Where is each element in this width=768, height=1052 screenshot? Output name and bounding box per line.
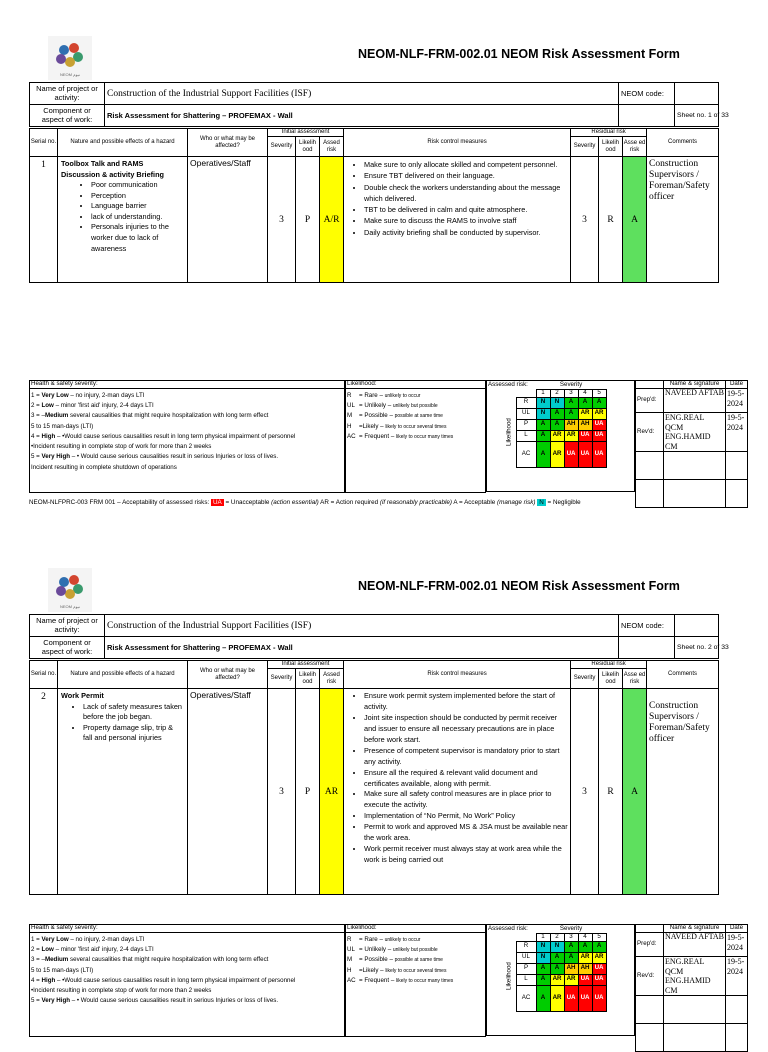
severity-legend-body [30, 933, 345, 1037]
matrix-cell: UA [564, 441, 578, 467]
component-value: Risk Assessment for Shattering – PROFEMAX - Wall [105, 637, 619, 659]
prepd-date: 19-5-2024 [726, 933, 748, 957]
severity-line: •Incident resulting in complete stop of work for more than 2 weeks [31, 987, 212, 995]
severity-line: 2 = Low – minor 'first aid' injury, 2-4 days LTI [31, 402, 154, 410]
controls-header: Risk control measures [344, 661, 571, 689]
hazard-cell [58, 157, 188, 283]
matrix-cell: AR [550, 974, 564, 985]
matrix-assessed-label: Assessed risk: [488, 380, 528, 388]
severity-line: 3 = –Medium several causalities that might require hospitalization with long term effect [31, 412, 269, 420]
legend-block [29, 380, 745, 492]
project-value: Construction of the Industrial Support Facilities (ISF) [105, 615, 619, 637]
matrix-row-label: AC [516, 985, 536, 1011]
severity-legend-title: Health & safety severity: [30, 925, 345, 933]
matrix-col-header: 1 [536, 933, 550, 941]
initial-assessment-header: Initial assessment [268, 129, 344, 137]
res-severity-value: 3 [571, 689, 599, 895]
matrix-severity-label: Severity [559, 380, 583, 388]
matrix-cell: AH [578, 419, 592, 430]
blank-cell [619, 105, 675, 127]
hazard-title: Work Permit [61, 691, 104, 700]
likelihood-line: H =Likely – likely to occur several times [347, 966, 447, 974]
control-item: • Work permit receiver must always stay at work area while the work is being carried out [364, 844, 568, 866]
matrix-col-header: 2 [550, 933, 564, 941]
neom-code-value [675, 83, 719, 105]
signature-table [635, 924, 748, 1052]
control-item: • Make sure all safety control measures are in place prior to execute the activity. [364, 789, 568, 811]
severity-header: Severity [268, 137, 296, 157]
hazard-item: • Perception [91, 191, 184, 202]
comments-value: Construction Supervisors / Foreman/Safety officer [647, 689, 719, 895]
revd-label: Rev'd: [636, 957, 664, 996]
form-title: NEOM-NLF-FRM-002.01 NEOM Risk Assessment Form [358, 579, 680, 593]
severity-line: 1 = Very Low – no injury, 2-man days LTI [31, 392, 145, 399]
hazard-cell [58, 689, 188, 895]
control-item: • Permit to work and approved MS & JSA must be available near the work area. [364, 822, 568, 844]
matrix-cell: UA [578, 985, 592, 1011]
likelihood-value: P [296, 689, 320, 895]
severity-line: 3 = –Medium several causalities that might require hospitalization with long term effect [31, 956, 269, 964]
matrix-cell: UA [592, 974, 606, 985]
name-signature-header: Name & signature [664, 381, 726, 389]
matrix-cell: UA [578, 441, 592, 467]
matrix-cell: AH [564, 419, 578, 430]
blank-cell [619, 637, 675, 659]
matrix-row-label: R [516, 941, 536, 952]
matrix-cell: A [550, 963, 564, 974]
neom-code-value [675, 615, 719, 637]
comments-header: Comments [647, 661, 719, 689]
res-severity-header: Severity [571, 137, 599, 157]
matrix-cell: A [578, 941, 592, 952]
control-item: • Double check the workers understanding about the message which delivered. [364, 182, 568, 205]
likelihood-line: R = Rare – unlikely to occur [347, 936, 421, 943]
risk-matrix-grid [487, 381, 634, 468]
likelihood-legend-body [346, 389, 486, 493]
matrix-col-header: 3 [564, 389, 578, 397]
control-item: • Ensure work permit system implemented before the start of activity. [364, 691, 568, 713]
severity-legend [29, 380, 345, 493]
hazard-item: • Lack of safety measures taken before the job began. [83, 702, 184, 723]
controls-list [348, 159, 568, 238]
matrix-cell: A [592, 397, 606, 408]
matrix-cell: UA [592, 419, 606, 430]
matrix-cell: N [550, 397, 564, 408]
likelihood-legend [345, 380, 486, 493]
likelihood-legend-body [346, 933, 486, 1037]
severity-legend-body [30, 389, 345, 493]
matrix-row-label: R [516, 397, 536, 408]
controls-header: Risk control measures [344, 129, 571, 157]
component-label: Component or aspect of work: [30, 105, 105, 127]
matrix-cell: UA [564, 985, 578, 1011]
matrix-cell: AR [578, 952, 592, 963]
risk-table [29, 128, 719, 283]
neom-logo [48, 36, 92, 80]
revd-date: 19-5-2024 [726, 413, 748, 452]
matrix-cell: A [536, 974, 550, 985]
severity-line: 4 = High – •Would cause serious causalities result in long term physical impairment of personnel [31, 432, 296, 440]
serial-header: Serial no. [30, 129, 58, 157]
prepd-name: NAVEED AFTAB [664, 933, 726, 957]
nature-header: Nature and possible effects of a hazard [58, 129, 188, 157]
name-signature-header: Name & signature [664, 925, 726, 933]
res-assessed-header: Asse ed risk [623, 137, 647, 157]
likelihood-line: H =Likely – likely to occur several times [347, 422, 447, 430]
project-value: Construction of the Industrial Support Facilities (ISF) [105, 83, 619, 105]
assessed-header: Assed risk [320, 137, 344, 157]
matrix-cell: AR [592, 952, 606, 963]
matrix-cell: A [536, 419, 550, 430]
serial-value: 1 [30, 157, 58, 283]
acceptability-footer: NEOM-NLFPRC-003 FRM 001 – Acceptability of assessed risks: UA = Unacceptable (action essential) AR = Action required (if reasonably practicable) A = Acceptable (manage risk) N = Negligible [29, 499, 581, 506]
res-likelihood-value: R [599, 157, 623, 283]
matrix-col-header: 4 [578, 389, 592, 397]
severity-line: 5 = Very High – • Would cause serious causalities result in serious Injuries or loss of lives. [31, 453, 279, 461]
matrix-cell: A [564, 941, 578, 952]
revd-name: ENG.REAL QCM ENG.HAMID CM [664, 957, 726, 996]
severity-line: Incident resulting in complete shutdown of operations [31, 463, 177, 471]
matrix-likelihood-label: Likelihood [505, 418, 513, 446]
matrix-row-label: L [516, 974, 536, 985]
severity-value: 3 [268, 157, 296, 283]
controls-cell [344, 157, 571, 283]
severity-line: 4 = High – •Would cause serious causalities result in long term physical impairment of personnel [31, 976, 296, 984]
matrix-cell: A [578, 397, 592, 408]
matrix-col-header: 3 [564, 933, 578, 941]
initial-assessment-header: Initial assessment [268, 661, 344, 669]
residual-risk-header: Residual risk [571, 129, 647, 137]
matrix-col-header: 5 [592, 933, 606, 941]
severity-value: 3 [268, 689, 296, 895]
project-label: Name of project or activity: [30, 615, 105, 637]
prepd-label: Prep'd: [636, 389, 664, 413]
matrix-col-header: 5 [592, 389, 606, 397]
affected-value: Operatives/Staff [188, 689, 268, 895]
control-item: • Daily activity briefing shall be conducted by supervisor. [364, 227, 568, 238]
matrix-cell: UA [592, 441, 606, 467]
svg-text:NEOM نيوم: NEOM نيوم [60, 604, 80, 609]
legend-block [29, 924, 745, 1036]
project-info-table [29, 82, 729, 127]
project-info-table [29, 614, 729, 659]
matrix-cell: A [564, 397, 578, 408]
date-header: Date [726, 925, 748, 933]
matrix-cell: N [536, 952, 550, 963]
risk-matrix-grid [487, 925, 634, 1012]
controls-cell [344, 689, 571, 895]
residual-risk-header: Residual risk [571, 661, 647, 669]
matrix-cell: N [536, 941, 550, 952]
likelihood-value: P [296, 157, 320, 283]
matrix-cell: AR [592, 408, 606, 419]
component-value: Risk Assessment for Shattering – PROFEMAX - Wall [105, 105, 619, 127]
severity-line: 5 = Very High – • Would cause serious causalities result in serious Injuries or loss of lives. [31, 997, 279, 1005]
form-page-2 [0, 532, 768, 1044]
matrix-cell: AR [578, 408, 592, 419]
hazard-item: • Property damage slip, trip & fall and personal injuries [83, 723, 184, 744]
component-label: Component or aspect of work: [30, 637, 105, 659]
signature-table [635, 380, 748, 508]
res-likelihood-value: R [599, 689, 623, 895]
likelihood-line: M = Possible – possible at same time [347, 956, 443, 964]
control-item: • TBT to be delivered in calm and quite atmosphere. [364, 204, 568, 215]
likelihood-line: R = Rare – unlikely to occur [347, 392, 421, 399]
matrix-cell: A [564, 408, 578, 419]
severity-line: •Incident resulting in complete stop of work for more than 2 weeks [31, 443, 212, 451]
hazard-list [61, 180, 184, 254]
matrix-row-label: P [516, 419, 536, 430]
matrix-severity-label: Severity [559, 924, 583, 932]
res-assessed-value: A [623, 157, 647, 283]
matrix-col-header: 2 [550, 389, 564, 397]
likelihood-line: M = Possible – possible at same time [347, 412, 443, 420]
severity-line: 2 = Low – minor 'first aid' injury, 2-4 days LTI [31, 946, 154, 954]
hazard-title: Toolbox Talk and RAMS Discussion & activity Briefing [61, 159, 164, 179]
svg-text:NEOM نيوم: NEOM نيوم [60, 72, 80, 77]
neom-logo [48, 568, 92, 612]
hazard-item: • lack of understanding. [91, 212, 184, 223]
serial-header: Serial no. [30, 661, 58, 689]
prepd-label: Prep'd: [636, 933, 664, 957]
revd-date: 19-5-2024 [726, 957, 748, 996]
matrix-cell: A [564, 952, 578, 963]
control-item: • Make sure to only allocate skilled and competent personnel. [364, 159, 568, 170]
matrix-cell: AR [550, 985, 564, 1011]
sheet-number: Sheet no. 1 of 33 [675, 105, 719, 127]
matrix-cell: A [536, 963, 550, 974]
sheet-number: Sheet no. 2 of 33 [675, 637, 719, 659]
revd-label: Rev'd: [636, 413, 664, 452]
matrix-cell: A [550, 408, 564, 419]
matrix-row-label: P [516, 963, 536, 974]
matrix-cell: AH [564, 963, 578, 974]
affected-header: Who or what may be affected? [188, 661, 268, 689]
matrix-cell: AR [564, 430, 578, 441]
risk-matrix [486, 380, 635, 492]
comments-value: Construction Supervisors / Foreman/Safety officer [647, 157, 719, 283]
form-page-1 [0, 0, 768, 512]
date-header: Date [726, 381, 748, 389]
res-likelihood-header: Likelih ood [599, 137, 623, 157]
severity-line: 1 = Very Low – no injury, 2-man days LTI [31, 936, 145, 943]
control-item: • Joint site inspection should be conducted by permit receiver and issuer to ensure all necessary precautions are in place before work start. [364, 713, 568, 746]
project-label: Name of project or activity: [30, 83, 105, 105]
matrix-row-label: UL [516, 408, 536, 419]
likelihood-header: Likelih ood [296, 669, 320, 689]
hazard-item: • Poor communication [91, 180, 184, 191]
control-item: • Ensure TBT delivered on their language. [364, 170, 568, 181]
assessed-risk-value: AR [320, 689, 344, 895]
matrix-cell: UA [578, 974, 592, 985]
form-title: NEOM-NLF-FRM-002.01 NEOM Risk Assessment Form [358, 47, 680, 61]
matrix-cell: AR [564, 974, 578, 985]
severity-header: Severity [268, 669, 296, 689]
matrix-assessed-label: Assessed risk: [488, 924, 528, 932]
control-item: • Presence of competent supervisor is mandatory prior to start any activity. [364, 746, 568, 768]
matrix-row-label: L [516, 430, 536, 441]
matrix-col-header: 4 [578, 933, 592, 941]
hazard-list [61, 702, 184, 744]
prepd-name: NAVEED AFTAB [664, 389, 726, 413]
risk-matrix [486, 924, 635, 1036]
matrix-cell: UA [592, 985, 606, 1011]
severity-legend [29, 924, 345, 1037]
revd-name: ENG.REAL QCM ENG.HAMID CM [664, 413, 726, 452]
matrix-cell: AR [550, 430, 564, 441]
matrix-col-header: 1 [536, 389, 550, 397]
matrix-cell: N [550, 941, 564, 952]
likelihood-legend-title: Likelihood: [346, 381, 486, 389]
comments-header: Comments [647, 129, 719, 157]
nature-header: Nature and possible effects of a hazard [58, 661, 188, 689]
risk-table [29, 660, 719, 895]
matrix-cell: A [536, 441, 550, 467]
matrix-cell: A [536, 985, 550, 1011]
severity-line: 5 to 15 man-days (LTI) [31, 422, 94, 430]
matrix-cell: UA [592, 963, 606, 974]
res-severity-header: Severity [571, 669, 599, 689]
assessed-risk-value: A/R [320, 157, 344, 283]
matrix-row-label: UL [516, 952, 536, 963]
control-item: • Make sure to discuss the RAMS to involve staff [364, 215, 568, 226]
severity-line: 5 to 15 man-days (LTI) [31, 966, 94, 974]
matrix-cell: A [550, 952, 564, 963]
res-likelihood-header: Likelih ood [599, 669, 623, 689]
res-severity-value: 3 [571, 157, 599, 283]
matrix-cell: N [536, 397, 550, 408]
neom-code-label: NEOM code: [619, 83, 675, 105]
affected-value: Operatives/Staff [188, 157, 268, 283]
matrix-cell: UA [578, 430, 592, 441]
prepd-date: 19-5-2024 [726, 389, 748, 413]
likelihood-legend [345, 924, 486, 1037]
serial-value: 2 [30, 689, 58, 895]
likelihood-line: UL = Unlikely – unlikely but possible [347, 402, 438, 410]
res-assessed-value: A [623, 689, 647, 895]
likelihood-line: AC = Frequent – likely to occur many times [347, 432, 454, 440]
likelihood-line: UL = Unlikely – unlikely but possible [347, 946, 438, 954]
matrix-row-label: AC [516, 441, 536, 467]
hazard-item: • Language barrier [91, 201, 184, 212]
matrix-cell: A [592, 941, 606, 952]
matrix-cell: UA [592, 430, 606, 441]
matrix-cell: AR [550, 441, 564, 467]
assessed-header: Assed risk [320, 669, 344, 689]
severity-legend-title: Health & safety severity: [30, 381, 345, 389]
matrix-cell: A [536, 430, 550, 441]
matrix-cell: N [536, 408, 550, 419]
likelihood-line: AC = Frequent – likely to occur many times [347, 976, 454, 984]
res-assessed-header: Asse ed risk [623, 669, 647, 689]
matrix-cell: AH [578, 963, 592, 974]
controls-list [348, 691, 568, 866]
likelihood-legend-title: Likelihood: [346, 925, 486, 933]
control-item: • Ensure all the required & relevant valid document and certificates available, along with permit. [364, 768, 568, 790]
hazard-item: • Personals injuries to the worker due to lack of awareness [91, 222, 184, 254]
control-item: • Implementation of “No Permit, No Work” Policy [364, 811, 568, 822]
likelihood-header: Likelih ood [296, 137, 320, 157]
neom-code-label: NEOM code: [619, 615, 675, 637]
matrix-likelihood-label: Likelihood [505, 962, 513, 990]
matrix-cell: A [550, 419, 564, 430]
affected-header: Who or what may be affected? [188, 129, 268, 157]
